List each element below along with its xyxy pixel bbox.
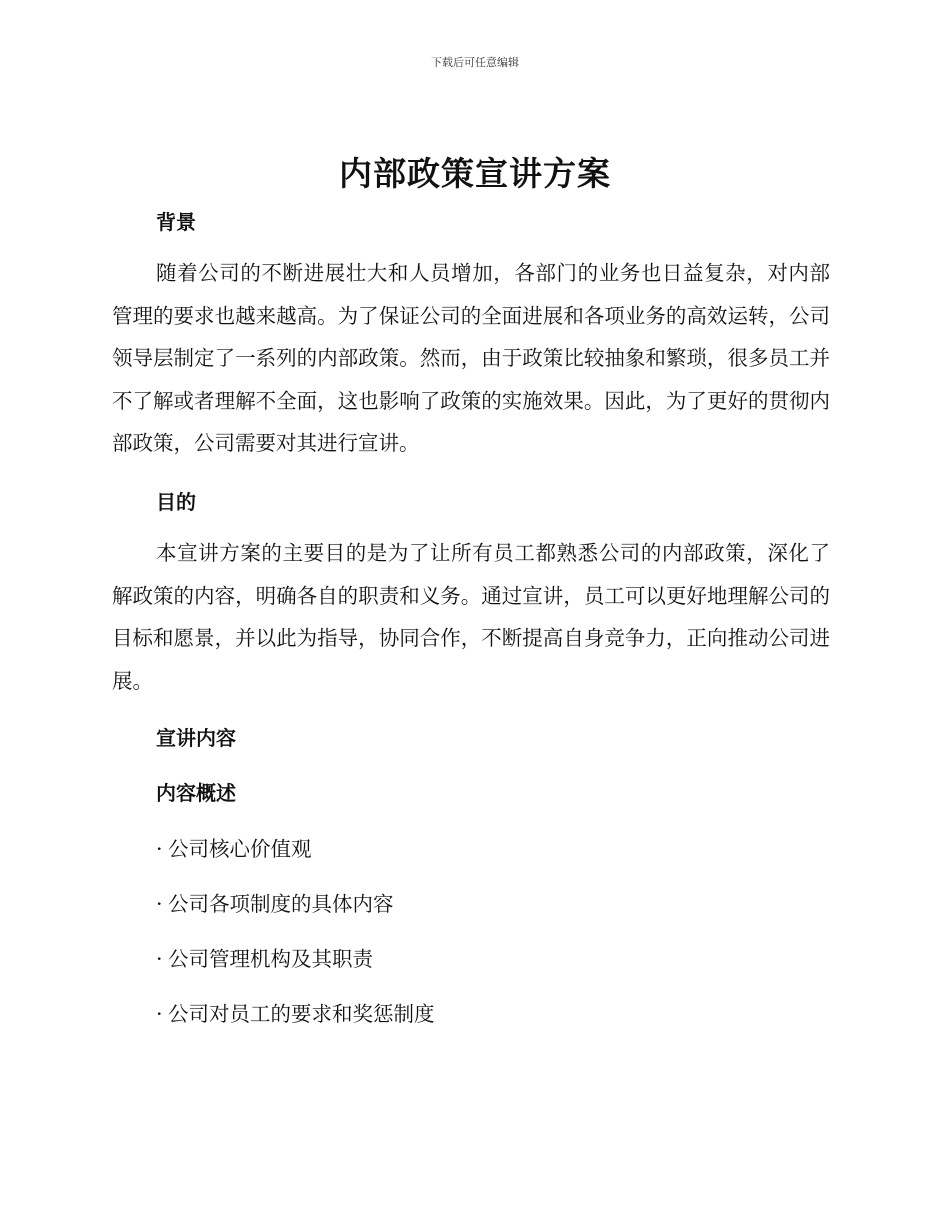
subsection-heading-overview: 内容概述: [156, 781, 236, 805]
list-item: [156, 887, 394, 917]
paragraph-purpose: 本宣讲方案的主要目的是为了让所有员工都熟悉公司的内部政策，深化了解政策的内容，明确各自的职责和义务。通过宣讲，员工可以更好地理解公司的目标和愿景，并以此为指导，协同合作，不断提高自身竞争力，正向推动公司进展。: [112, 541, 830, 693]
section-heading-background: 背景: [156, 210, 196, 234]
bullet-icon: ·: [156, 947, 163, 971]
bullet-icon: ·: [156, 1002, 163, 1026]
list-item: [156, 942, 373, 972]
list-item-text: 公司对员工的要求和奖惩制度: [168, 1002, 435, 1026]
paragraph-background: 随着公司的不断进展壮大和人员增加，各部门的业务也日益复杂，对内部管理的要求也越来越高。为了保证公司的全面进展和各项业务的高效运转，公司领导层制定了一系列的内部政策。然而，由于政策比较抽象和繁琐，很多员工并不了解或者理解不全面，这也影响了政策的实施效果。因此，为了更好的贯彻内部政策，公司需要对其进行宣讲。: [112, 261, 830, 455]
list-item: [156, 832, 312, 862]
document-title: 内部政策宣讲方案: [339, 154, 611, 193]
bullet-icon: ·: [156, 837, 163, 861]
list-item: [156, 997, 435, 1027]
section-heading-content: 宣讲内容: [156, 726, 236, 750]
page-header-note: 下载后可任意编辑: [431, 56, 519, 69]
list-item-text: 公司各项制度的具体内容: [168, 892, 394, 916]
bullet-icon: ·: [156, 892, 163, 916]
list-item-text: 公司管理机构及其职责: [168, 947, 373, 971]
section-heading-purpose: 目的: [156, 490, 196, 514]
list-item-text: 公司核心价值观: [168, 837, 312, 861]
